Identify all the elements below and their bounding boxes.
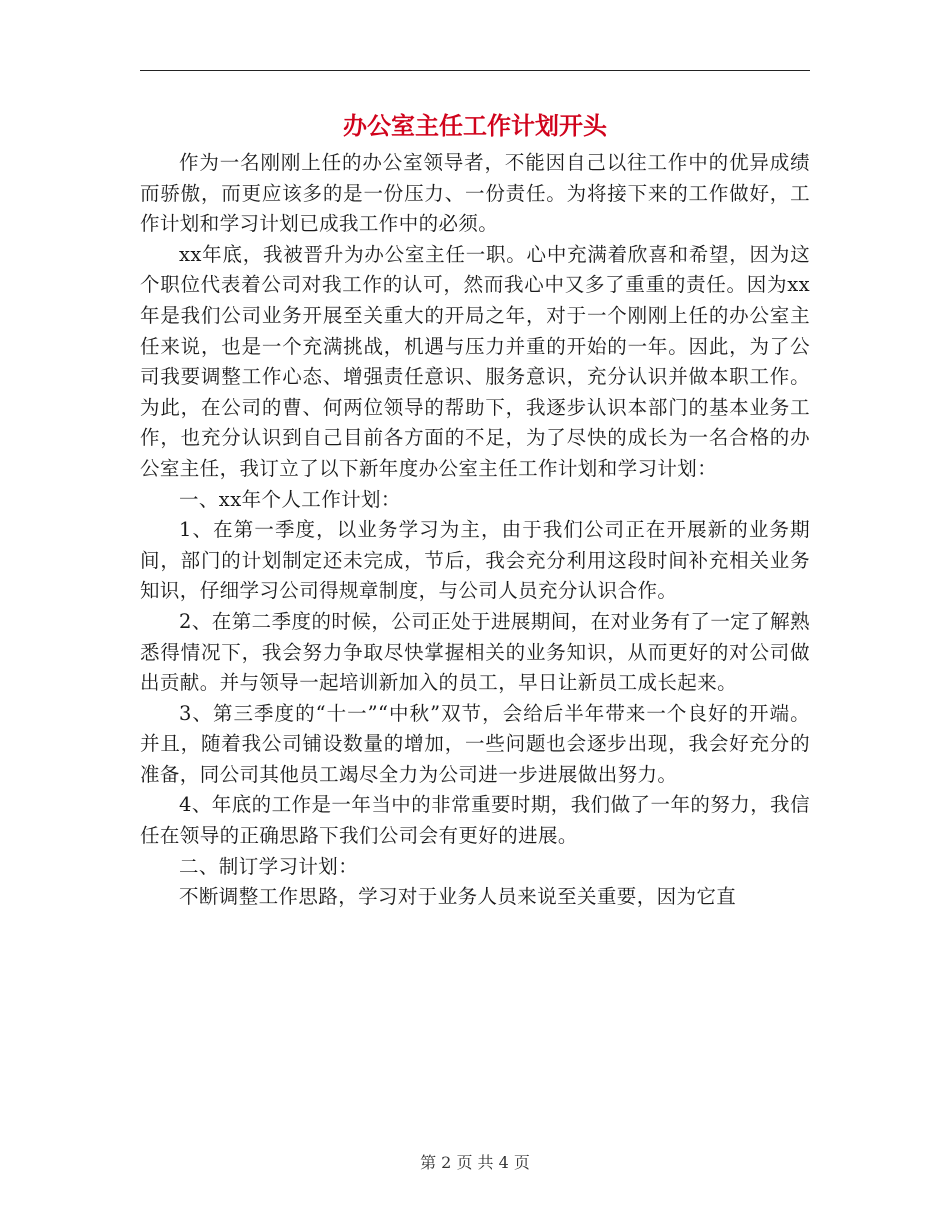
page-number-footer: 第 2 页 共 4 页 xyxy=(420,1153,530,1172)
paragraph-q4: 4、年底的工作是一年当中的非常重要时期，我们做了一年的努力，我信任在领导的正确思路下我们公司会有更好的进展。 xyxy=(140,793,810,848)
document-title: 办公室主任工作计划开头 xyxy=(343,112,607,140)
paragraph-promotion: xx年底，我被晋升为办公室主任一职。心中充满着欣喜和希望，因为这个职位代表着公司对我工作的认可，然而我心中又多了重重的责任。因为xx年是我们公司业务开展至关重大的开局之年，对于一个刚刚上任的办公室主任来说，也是一个充满挑战，机遇与压力并重的开始的一年。因此，为了公司我要调整工作心态、增强责任意识、服务意识，充分认识并做本职工作。为此，在公司的曹、何两位领导的帮助下，我逐步认识本部门的基本业务工作，也充分认识到自己目前各方面的不足，为了尽快的成长为一名合格的办公室主任，我订立了以下新年度办公室主任工作计划和学习计划： xyxy=(140,242,810,480)
paragraph-q1: 1、在第一季度，以业务学习为主，由于我们公司正在开展新的业务期间，部门的计划制定还未完成，节后，我会充分利用这段时间补充相关业务知识，仔细学习公司得规章制度，与公司人员充分认识合作。 xyxy=(140,518,810,603)
section-heading-work-plan: 一、xx年个人工作计划： xyxy=(179,487,401,511)
paragraph-intro: 作为一名刚刚上任的办公室领导者，不能因自己以往工作中的优异成绩而骄傲，而更应该多的是一份压力、一份责任。为将接下来的工作做好，工作计划和学习计划已成我工作中的必须。 xyxy=(140,151,810,236)
paragraph-q3: 3、第三季度的“十一”“中秋”双节，会给后半年带来一个良好的开端。并且，随着我公司铺设数量的增加，一些问题也会逐步出现，我会好充分的准备，同公司其他员工竭尽全力为公司进一步进展做出努力。 xyxy=(140,701,810,786)
section-heading-study-plan: 二、制订学习计划： xyxy=(179,854,359,878)
paragraph-q2: 2、在第二季度的时候，公司正处于进展期间，在对业务有了一定了解熟悉得情况下，我会努力争取尽快掌握相关的业务知识，从而更好的对公司做出贡献。并与领导一起培训新加入的员工，早日让新员工成长起来。 xyxy=(140,609,810,695)
header-rule xyxy=(140,70,810,71)
paragraph-study: 不断调整工作思路，学习对于业务人员来说至关重要，因为它直 xyxy=(179,885,737,909)
document-body xyxy=(140,148,810,913)
